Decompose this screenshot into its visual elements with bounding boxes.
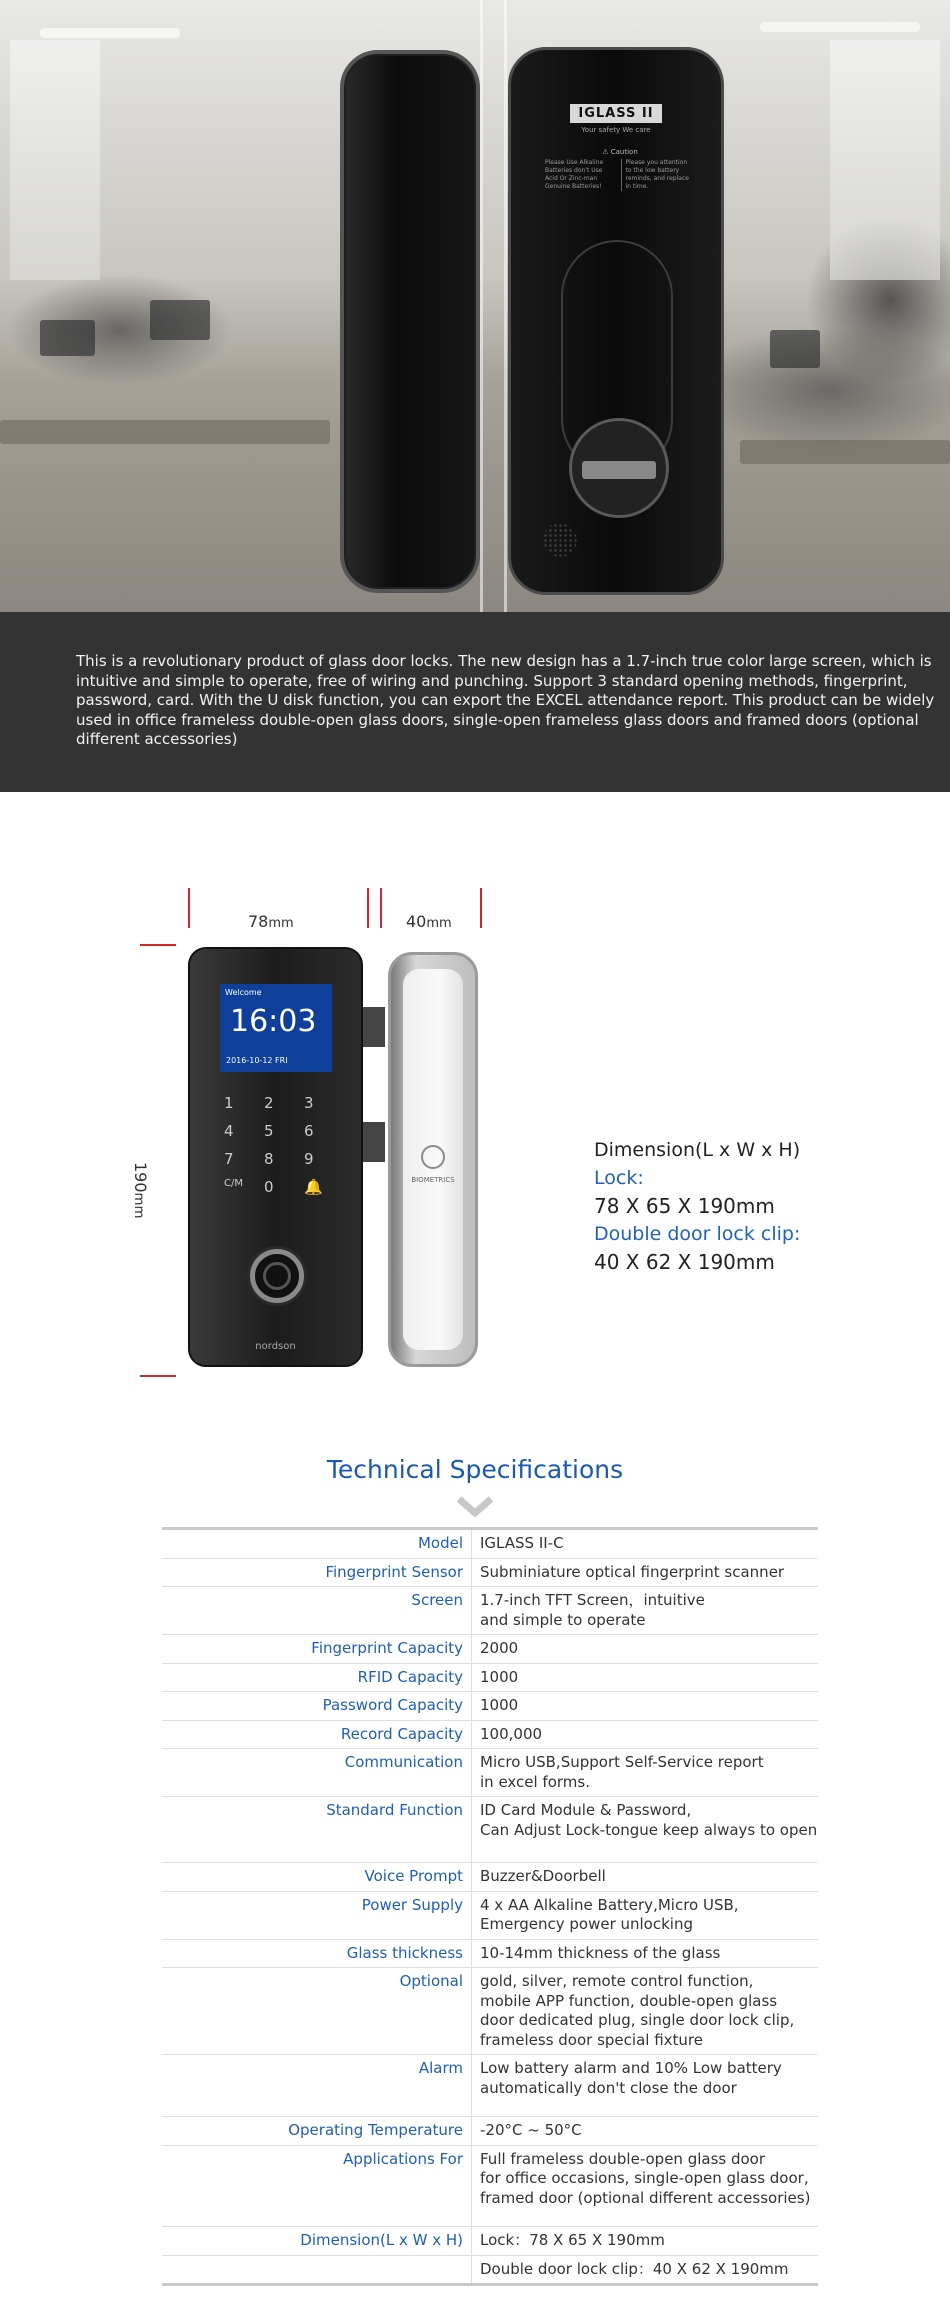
spec-row bbox=[162, 1968, 818, 2055]
intro-text: This is a revolutionary product of glass door locks. The new design has a 1.7-inch true color large screen, which is intuitive and simple to operate, free of wiring and punching. Support 3 standard opening methods, fingerprint, password, card. With the U disk function, you can export the EXCEL attendance report. This product can be widely used in office frameless double-open glass doors, single-open frameless glass doors and framed doors (optional different accessories) bbox=[76, 652, 935, 748]
spec-key bbox=[162, 2256, 472, 2284]
spec-key: RFID Capacity bbox=[162, 1664, 472, 1692]
lock-front-view bbox=[188, 947, 363, 1367]
intro-band bbox=[0, 612, 950, 792]
spec-key: Alarm bbox=[162, 2055, 472, 2116]
spec-row bbox=[162, 1892, 818, 1940]
spec-key: Model bbox=[162, 1530, 472, 1558]
dim-mark bbox=[380, 888, 382, 928]
depth-label: 40mm bbox=[406, 912, 452, 931]
caution-left-text: Please Use Alkaline Batteries don't Use Acid Or Zinc-man Genuine Batteries! bbox=[545, 159, 604, 190]
spec-row bbox=[162, 1664, 818, 1693]
fingerprint-sensor bbox=[250, 1249, 304, 1303]
mount-bracket bbox=[363, 1007, 385, 1047]
specs-title: Technical Specifications bbox=[326, 1455, 624, 1484]
spec-key: Standard Function bbox=[162, 1797, 472, 1862]
spec-key: Applications For bbox=[162, 2146, 472, 2227]
screen-time: 16:03 bbox=[230, 1004, 317, 1039]
spec-row bbox=[162, 1587, 818, 1635]
key: 9 bbox=[304, 1150, 314, 1168]
spec-key: Dimension(L x W x H) bbox=[162, 2227, 472, 2255]
key: 7 bbox=[224, 1150, 234, 1168]
key: 0 bbox=[264, 1178, 274, 1196]
spec-row bbox=[162, 1863, 818, 1892]
dim-mark bbox=[367, 888, 369, 928]
specs-table bbox=[162, 1527, 818, 2286]
bell-icon: 🔔 bbox=[304, 1178, 323, 1196]
spec-key: Record Capacity bbox=[162, 1721, 472, 1749]
spec-value: 10-14mm thickness of the glass bbox=[480, 1943, 721, 1962]
spec-value: 1000 bbox=[480, 1667, 519, 1686]
keypad bbox=[224, 1094, 344, 1196]
lock-value: 78 X 65 X 190mm bbox=[594, 1194, 775, 1218]
spec-key: Password Capacity bbox=[162, 1692, 472, 1720]
lock-brand-label: IGLASS II bbox=[570, 104, 661, 123]
spec-row bbox=[162, 2055, 818, 2117]
dimension-heading: Dimension(L x W x H) bbox=[594, 1139, 801, 1161]
spec-value: 100,000 bbox=[480, 1724, 543, 1743]
dim-mark bbox=[140, 1375, 176, 1377]
spec-row bbox=[162, 1635, 818, 1664]
side-logo: BIOMETRICS bbox=[411, 1176, 455, 1184]
screen-date: 2016-10-12 FRI bbox=[226, 1056, 288, 1065]
spec-value: 2000 bbox=[480, 1639, 519, 1657]
spec-row bbox=[162, 1749, 818, 1797]
key: 6 bbox=[304, 1122, 314, 1140]
width-label: 78mm bbox=[248, 912, 294, 931]
spec-value: 4 x AA Alkaline Battery,Micro USB, Emergency power unlocking bbox=[480, 1895, 739, 1933]
key: 5 bbox=[264, 1122, 274, 1140]
caution-title: Caution bbox=[610, 148, 638, 156]
device-brand: nordson bbox=[255, 1341, 296, 1352]
dim-mark bbox=[480, 888, 482, 928]
hero-image bbox=[0, 0, 950, 612]
key: 8 bbox=[264, 1150, 274, 1168]
spec-value: 1000 bbox=[480, 1696, 519, 1714]
spec-value: Subminiature optical fingerprint scanner bbox=[480, 1562, 785, 1581]
spec-row bbox=[162, 1940, 818, 1969]
lock-knob bbox=[569, 418, 669, 518]
spec-row bbox=[162, 2256, 818, 2284]
caution-right-text: Please you attention to the low battery reminds, and replace in time. bbox=[621, 159, 696, 191]
clip-value: 40 X 62 X 190mm bbox=[594, 1250, 775, 1274]
spec-row bbox=[162, 1797, 818, 1863]
dimension-section bbox=[0, 792, 950, 1392]
speaker-grille bbox=[543, 523, 577, 557]
spec-key: Voice Prompt bbox=[162, 1863, 472, 1891]
spec-value: -20°C ~ 50°C bbox=[480, 2121, 582, 2139]
spec-value: 1.7-inch TFT Screen，intuitive and simple to operate bbox=[480, 1591, 705, 1629]
spec-key: Optional bbox=[162, 1968, 472, 2054]
lock-label: Lock: bbox=[594, 1167, 644, 1189]
lock-right-panel bbox=[508, 47, 724, 595]
spec-row bbox=[162, 1559, 818, 1588]
key: 1 bbox=[224, 1094, 234, 1112]
spec-key: Screen bbox=[162, 1587, 472, 1634]
dim-mark bbox=[140, 944, 176, 946]
spec-value: IGLASS II-C bbox=[480, 1534, 564, 1552]
spec-key: Operating Temperature bbox=[162, 2117, 472, 2145]
spec-row bbox=[162, 2227, 818, 2256]
spec-row bbox=[162, 2146, 818, 2228]
key: 4 bbox=[224, 1122, 234, 1140]
spec-row bbox=[162, 2117, 818, 2146]
spec-row bbox=[162, 1530, 818, 1559]
spec-value: Low battery alarm and 10% Low battery automatically don't close the door bbox=[480, 2059, 782, 2097]
spec-key: Fingerprint Sensor bbox=[162, 1559, 472, 1587]
spec-value: Full frameless double-open glass door for office occasions, single-open glass door, framed door (optional different accessories) bbox=[480, 2149, 811, 2207]
chevron-down-icon bbox=[455, 1495, 495, 1517]
dimension-summary bbox=[594, 1136, 924, 1276]
spec-value: Buzzer&Doorbell bbox=[480, 1867, 606, 1885]
fingerprint-icon bbox=[421, 1145, 445, 1169]
spec-row bbox=[162, 1692, 818, 1721]
spec-row bbox=[162, 1721, 818, 1750]
spec-value: Double door lock clip：40 X 62 X 190mm bbox=[480, 2259, 789, 2278]
lock-screen bbox=[220, 984, 332, 1072]
height-label: 190mm bbox=[131, 1162, 150, 1219]
spec-key: Power Supply bbox=[162, 1892, 472, 1939]
clip-label: Double door lock clip: bbox=[594, 1223, 801, 1245]
spec-key: Fingerprint Capacity bbox=[162, 1635, 472, 1663]
spec-key: Communication bbox=[162, 1749, 472, 1796]
dim-mark bbox=[188, 888, 190, 928]
mount-bracket bbox=[363, 1122, 385, 1162]
key: C/M bbox=[224, 1178, 243, 1189]
spec-value: Micro USB,Support Self-Service report in excel forms. bbox=[480, 1753, 764, 1791]
spec-value: Lock：78 X 65 X 190mm bbox=[480, 2231, 665, 2249]
lock-left-panel bbox=[340, 50, 480, 593]
spec-value: gold, silver, remote control function, mobile APP function, double-open glass door dedicated plug, single door lock clip, frameless door special fixture bbox=[480, 1972, 795, 2049]
spec-value: ID Card Module & Password, Can Adjust Lock-tongue keep always to open bbox=[480, 1801, 818, 1839]
key: 3 bbox=[304, 1094, 314, 1112]
screen-welcome: Welcome bbox=[225, 988, 262, 997]
spec-key: Glass thickness bbox=[162, 1940, 472, 1968]
caution-label: ⚠ Caution Please Use Alkaline Batteries don't Use Acid Or Zinc-man Genuine Batteries! Please you attention to the low battery reminds, and replace in time. bbox=[545, 148, 695, 191]
lock-clip-side-view bbox=[388, 952, 478, 1367]
lock-tagline: Your safety We care bbox=[581, 126, 651, 134]
key: 2 bbox=[264, 1094, 274, 1112]
